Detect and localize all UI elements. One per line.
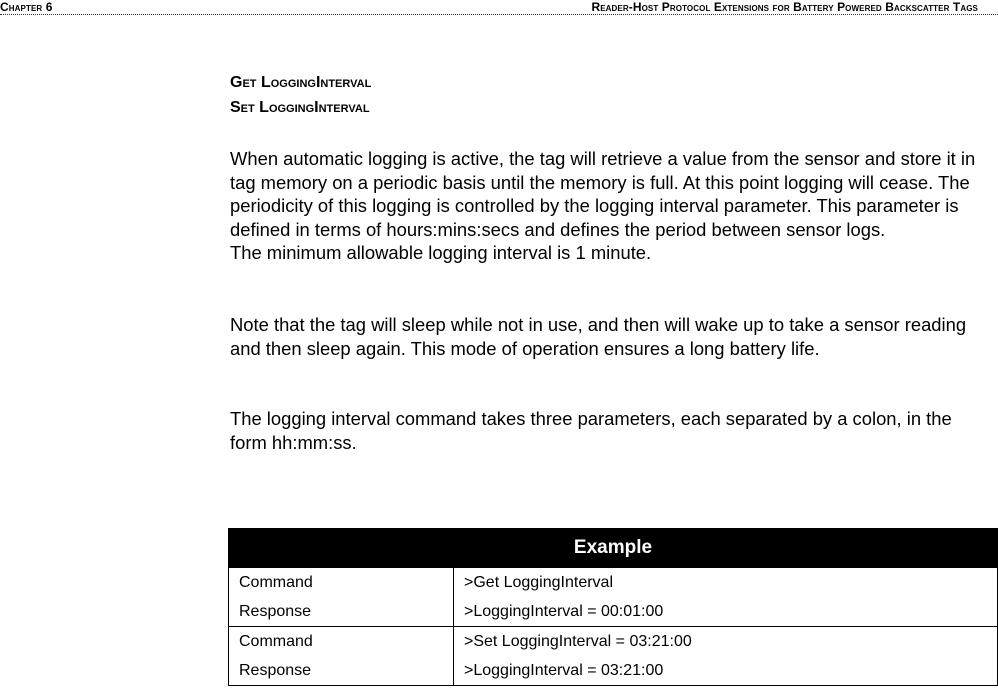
table-row — [229, 627, 998, 657]
example-table — [228, 528, 998, 686]
header-divider — [0, 14, 998, 15]
row-label: Response — [229, 597, 454, 627]
row-value: >Set LoggingInterval = 03:21:00 — [454, 627, 998, 657]
row-label: Command — [229, 568, 454, 598]
paragraph-parameters: The logging interval command takes three parameters, each separated by a colon, in the form hh:mm:ss. — [230, 408, 952, 453]
example-heading: Example — [229, 529, 998, 568]
table-row — [229, 568, 998, 598]
row-label: Response — [229, 656, 454, 686]
table-row — [229, 656, 998, 686]
row-label: Command — [229, 627, 454, 657]
section-title: Reader-Host Protocol Extensions for Battery Powered Backscatter Tags — [591, 0, 978, 14]
paragraph-sleep-note: Note that the tag will sleep while not in use, and then will wake up to take a sensor reading and then sleep again. This mode of operation ensures a long battery life. — [230, 314, 967, 359]
row-value: >LoggingInterval = 00:01:00 — [454, 597, 998, 627]
row-value: >Get LoggingInterval — [454, 568, 998, 598]
table-row — [229, 597, 998, 627]
paragraph-minimum-interval: The minimum allowable logging interval is 1 minute. — [230, 242, 652, 264]
paragraph-logging-description — [230, 147, 990, 265]
heading-set-logginginterval: Set LoggingInterval — [230, 99, 370, 116]
row-value: >LoggingInterval = 03:21:00 — [454, 656, 998, 686]
chapter-label: Chapter 6 — [0, 0, 53, 14]
paragraph-logging-text: When automatic logging is active, the tag will retrieve a value from the sensor and store it in tag memory on a periodic basis until the memory is full. At this point logging will cease. The periodicity of this logging is controlled by the logging interval parameter. This parameter is defined in terms of hours:mins:secs and defines the period between sensor logs. — [230, 148, 976, 240]
heading-get-logginginterval: Get LoggingInterval — [230, 74, 372, 91]
